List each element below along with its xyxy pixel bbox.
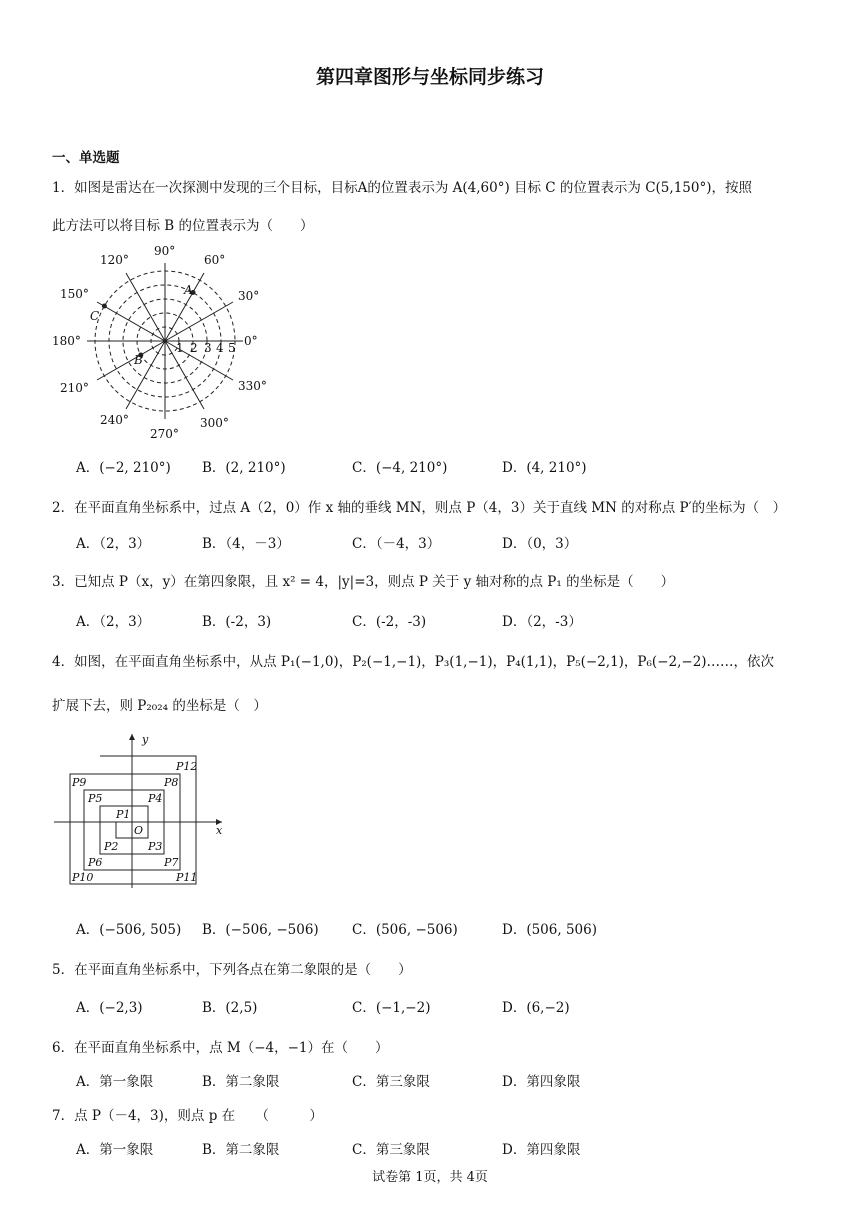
angle-label-60: 60° xyxy=(204,253,226,267)
y-axis-label: y xyxy=(142,733,149,746)
angle-label-270: 270° xyxy=(150,427,179,441)
page-footer: 试卷第 1页，共 4页 xyxy=(372,1170,488,1185)
q3-option-b[interactable]: B．(-2，3) xyxy=(202,614,272,630)
question-7-text: 7．点 P（－4，3)，则点 p 在 （ ） xyxy=(52,1108,323,1124)
angle-label-0: 0° xyxy=(244,334,258,348)
p1-label: P1 xyxy=(116,808,131,821)
q4-option-b[interactable]: B．(−506, −506) xyxy=(202,922,319,938)
p4-label: P4 xyxy=(148,792,163,805)
q1-option-d[interactable]: D．(4, 210°) xyxy=(502,460,587,476)
angle-label-180: 180° xyxy=(52,334,81,348)
radar-point-c xyxy=(102,304,106,308)
ring-label-4: 4 xyxy=(216,341,224,355)
page-title: 第四章图形与坐标同步练习 xyxy=(315,66,544,88)
ring-label-3: 3 xyxy=(204,341,212,355)
q1-option-b[interactable]: B．(2, 210°) xyxy=(202,460,286,476)
spiral-figure xyxy=(50,728,230,890)
angle-label-120: 120° xyxy=(100,253,129,267)
q7-option-b[interactable]: B．第二象限 xyxy=(202,1142,280,1158)
question-5-text: 5．在平面直角坐标系中，下列各点在第二象限的是（ ） xyxy=(52,962,412,978)
q7-option-d[interactable]: D．第四象限 xyxy=(502,1142,581,1158)
p5-label: P5 xyxy=(88,792,103,805)
p7-label: P7 xyxy=(164,856,179,869)
ring-label-5: 5 xyxy=(228,341,236,355)
q6-option-b[interactable]: B．第二象限 xyxy=(202,1074,280,1090)
angle-label-90: 90° xyxy=(154,244,176,258)
q4-option-a[interactable]: A．(−506, 505) xyxy=(76,922,182,938)
q7-option-c[interactable]: C．第三象限 xyxy=(352,1142,430,1158)
question-2-text: 2．在平面直角坐标系中，过点 A（2，0）作 x 轴的垂线 MN，则点 P（4，3）关于直线 MN 的对称点 P′的坐标为（ ） xyxy=(52,500,787,516)
q5-option-b[interactable]: B．(2,5) xyxy=(202,1000,258,1016)
section-heading: 一、单选题 xyxy=(52,150,120,166)
question-1-line-2: 此方法可以将目标 B 的位置表示为（ ） xyxy=(52,218,314,234)
angle-label-240: 240° xyxy=(100,413,129,427)
q5-option-a[interactable]: A．(−2,3) xyxy=(76,1000,143,1016)
q3-option-d[interactable]: D．（2，-3） xyxy=(502,614,582,630)
q2-option-a[interactable]: A．（2，3） xyxy=(76,536,151,552)
q3-option-c[interactable]: C．(-2，-3) xyxy=(352,614,427,630)
q6-option-c[interactable]: C．第三象限 xyxy=(352,1074,430,1090)
point-label-c: C xyxy=(90,309,100,323)
point-label-a: A xyxy=(184,283,193,297)
angle-label-330: 330° xyxy=(238,379,267,393)
point-label-b: B xyxy=(134,353,143,367)
q3-option-a[interactable]: A．（2，3） xyxy=(76,614,151,630)
q5-option-d[interactable]: D．(6,−2) xyxy=(502,1000,570,1016)
angle-label-300: 300° xyxy=(200,416,229,430)
q6-option-a[interactable]: A．第一象限 xyxy=(76,1074,154,1090)
p2-label: P2 xyxy=(104,840,119,853)
ring-label-2: 2 xyxy=(190,341,198,355)
question-4-line-2: 扩展下去，则 P₂₀₂₄ 的坐标是（ ） xyxy=(52,698,267,714)
question-6-text: 6．在平面直角坐标系中，点 M（−4，−1）在（ ） xyxy=(52,1040,389,1056)
q4-option-d[interactable]: D．(506, 506) xyxy=(502,922,597,938)
p11-label: P11 xyxy=(176,871,198,884)
p8-label: P8 xyxy=(164,776,179,789)
q5-option-c[interactable]: C．(−1,−2) xyxy=(352,1000,431,1016)
angle-label-210: 210° xyxy=(60,381,89,395)
p6-label: P6 xyxy=(88,856,103,869)
q4-option-c[interactable]: C．(506, −506) xyxy=(352,922,458,938)
q1-option-c[interactable]: C．(−4, 210°) xyxy=(352,460,448,476)
p9-label: P9 xyxy=(72,776,87,789)
question-1-line-1: 1．如图是雷达在一次探测中发现的三个目标，目标A的位置表示为 A(4,60°) 目标 C 的位置表示为 C(5,150°)，按照 xyxy=(52,180,752,196)
question-4-line-1: 4．如图，在平面直角坐标系中，从点 P₁(−1,0)，P₂(−1,−1)，P₃(1,−1)，P₄(1,1)，P₅(−2,1)，P₆(−2,−2)……，依次 xyxy=(52,654,775,670)
q6-option-d[interactable]: D．第四象限 xyxy=(502,1074,581,1090)
q2-option-d[interactable]: D．（0，3） xyxy=(502,536,578,552)
radar-figure xyxy=(50,240,280,445)
q1-option-a[interactable]: A．(−2, 210°) xyxy=(76,460,171,476)
origin-label: O xyxy=(134,824,144,837)
q2-option-c[interactable]: C．（－4，3） xyxy=(352,536,441,552)
p3-label: P3 xyxy=(148,840,163,853)
x-axis-label: x xyxy=(216,824,223,837)
angle-label-150: 150° xyxy=(60,287,89,301)
question-3-text: 3．已知点 P（x，y）在第四象限，且 x² = 4，|y|=3，则点 P 关于 y 轴对称的点 P₁ 的坐标是（ ） xyxy=(52,574,675,590)
angle-label-30: 30° xyxy=(238,289,260,303)
ring-label-1: 1 xyxy=(176,341,184,355)
q7-option-a[interactable]: A．第一象限 xyxy=(76,1142,154,1158)
q2-option-b[interactable]: B．（4，－3） xyxy=(202,536,290,552)
p10-label: P10 xyxy=(72,871,94,884)
p12-label: P12 xyxy=(176,760,198,773)
